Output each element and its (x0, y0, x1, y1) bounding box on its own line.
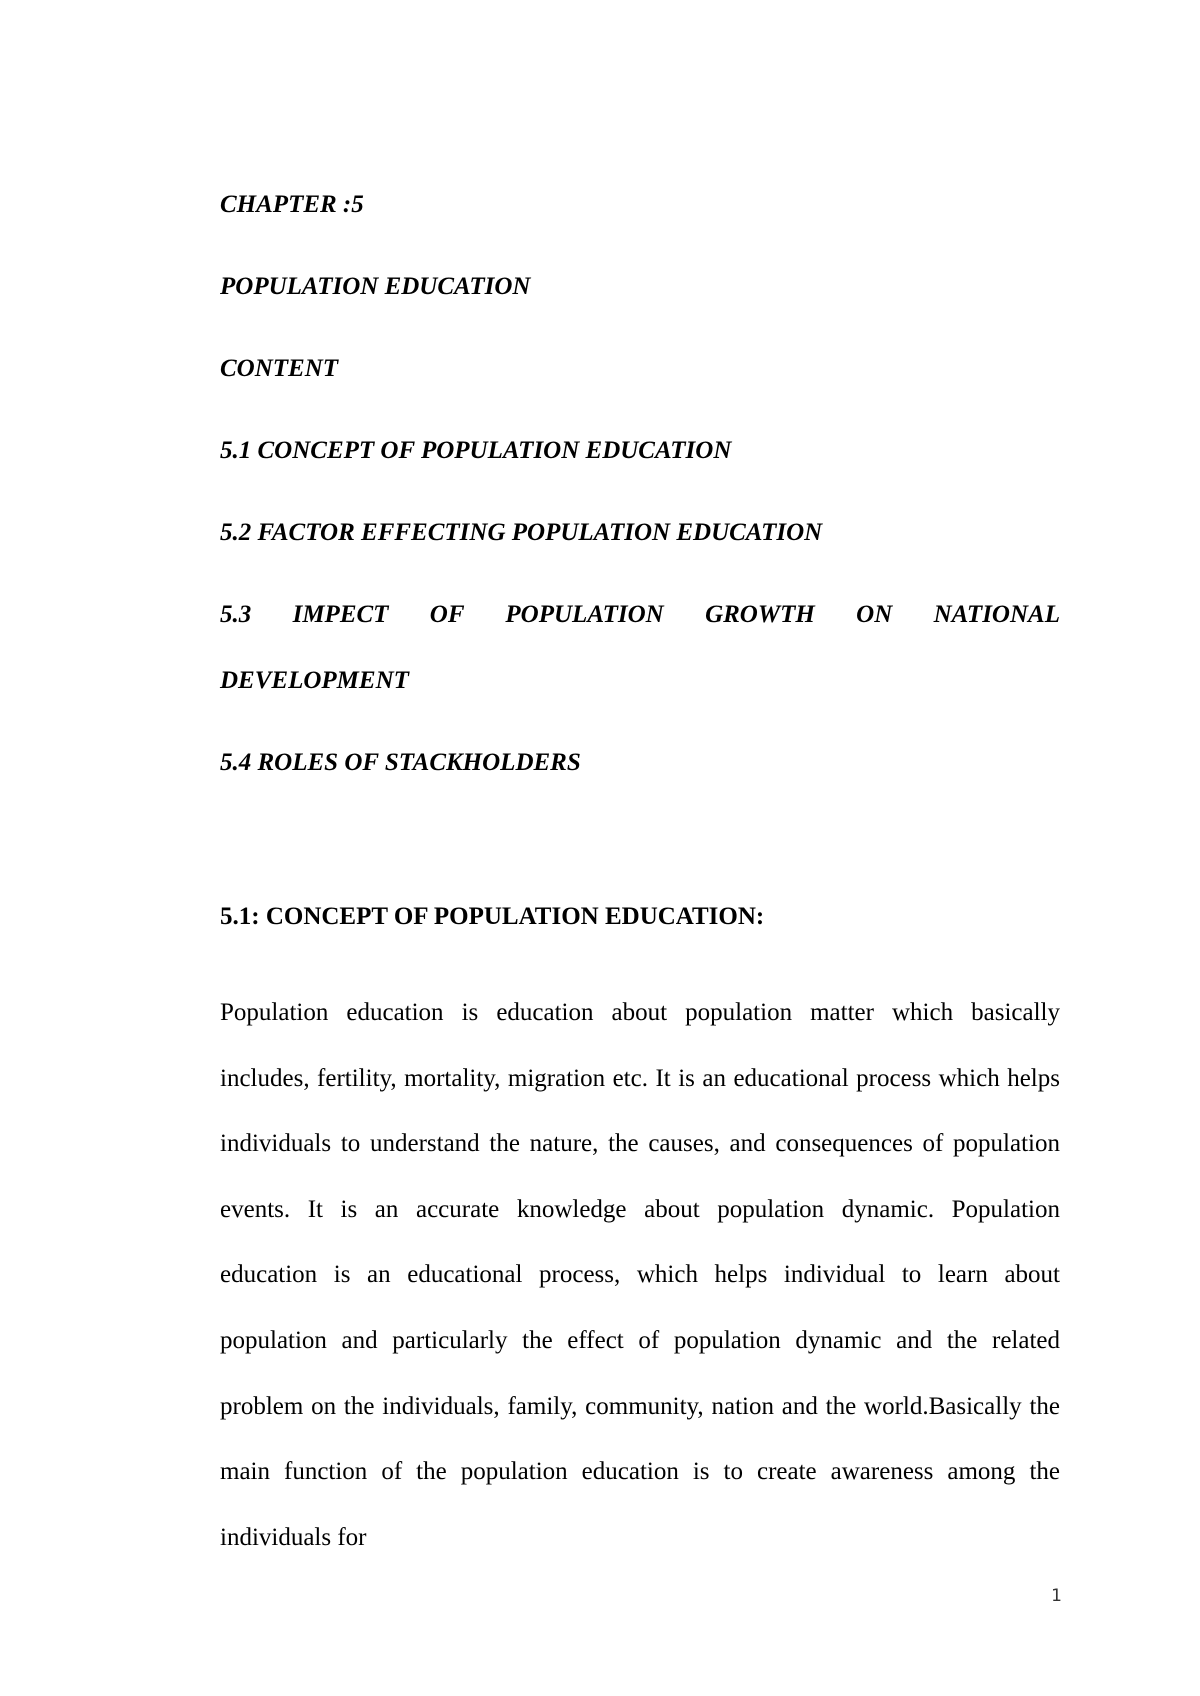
contents-item-5-1: 5.1 CONCEPT OF POPULATION EDUCATION (220, 437, 732, 464)
body-paragraph: Population education is education about population matter which basically includes, fertility, mortality, migration etc. It is an educational process which helps individuals to understand the nature, the causes, and consequences of population events. It is an accurate knowledge about population dynamic. Population education is an educational process, which helps individual to learn about population and particularly the effect of population dynamic and the related problem on the individuals, family, community, nation and the world.Basically the main function of the population education is to create awareness among the individuals for (220, 999, 1060, 1551)
contents-item-5-3-continuation: DEVELOPMENT (220, 667, 409, 694)
chapter-number: CHAPTER :5 (220, 191, 364, 218)
contents-item-5-2: 5.2 FACTOR EFFECTING POPULATION EDUCATION (220, 519, 823, 546)
chapter-title: POPULATION EDUCATION (220, 273, 531, 300)
section-heading: 5.1: CONCEPT OF POPULATION EDUCATION: (220, 903, 765, 930)
page-number: 1 (1051, 1586, 1062, 1606)
contents-item-5-4: 5.4 ROLES OF STACKHOLDERS (220, 749, 581, 776)
contents-label: CONTENT (220, 355, 339, 382)
contents-item-5-3: 5.3 IMPECT OF POPULATION GROWTH ON NATIONAL (220, 601, 1060, 628)
